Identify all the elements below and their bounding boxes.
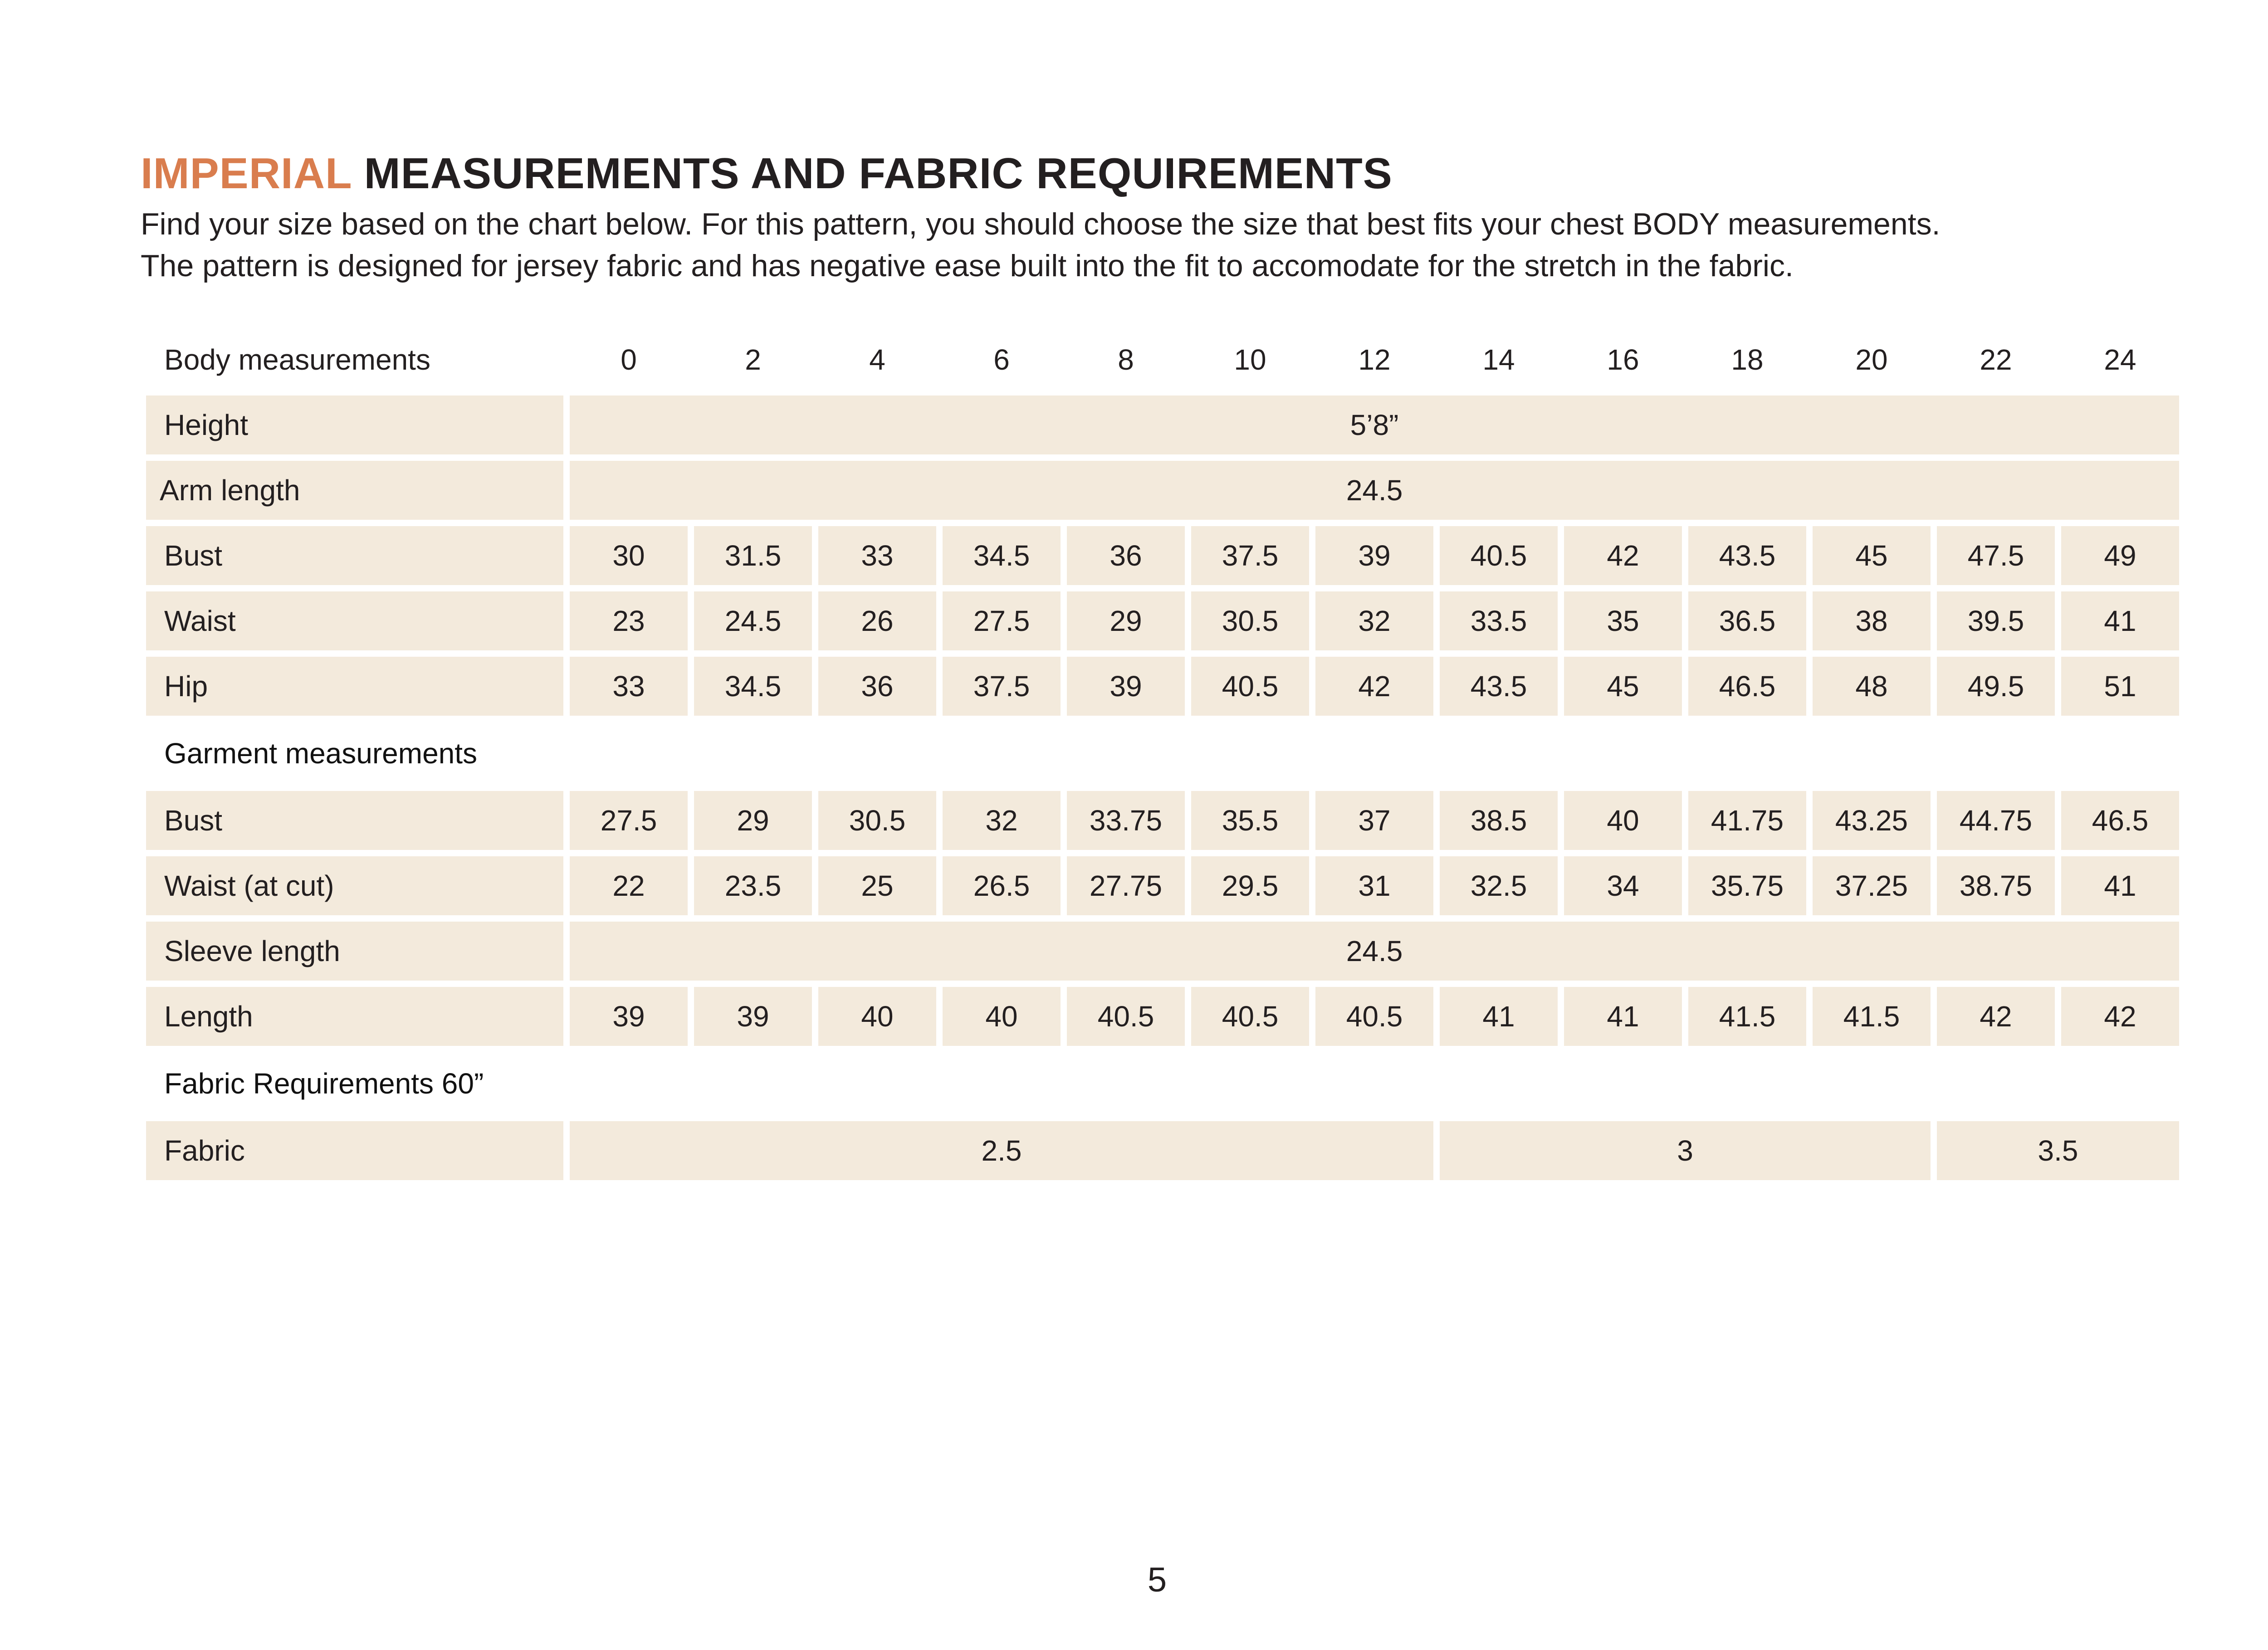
table-cell: 27.75 bbox=[1067, 856, 1185, 915]
table-cell: 33.5 bbox=[1440, 591, 1558, 650]
size-chart-table bbox=[146, 330, 2177, 1180]
table-cell: 41.5 bbox=[1688, 987, 1806, 1046]
intro-line-1: Find your size based on the chart below. For this pattern, you should choose the size that best fits your chest BODY measurements. bbox=[141, 207, 1941, 241]
table-cell: 31 bbox=[1315, 856, 1433, 915]
table-cell: 34 bbox=[1564, 856, 1682, 915]
table-cell: 43.25 bbox=[1813, 791, 1931, 850]
table-cell: 37.5 bbox=[1191, 526, 1309, 585]
table-cell: 29.5 bbox=[1191, 856, 1309, 915]
table-cell: 24.5 bbox=[694, 591, 812, 650]
size-header: 24 bbox=[2104, 343, 2136, 376]
table-cell: 49 bbox=[2061, 526, 2179, 585]
table-cell: 51 bbox=[2061, 657, 2179, 716]
table-cell: 40 bbox=[818, 987, 936, 1046]
fabric-group-sizes-14-20: 3 bbox=[1440, 1121, 1931, 1180]
table-cell: 39 bbox=[1315, 526, 1433, 585]
table-cell: 39.5 bbox=[1937, 591, 2055, 650]
table-cell: 30 bbox=[570, 526, 688, 585]
table-cell: 31.5 bbox=[694, 526, 812, 585]
table-cell: 45 bbox=[1813, 526, 1931, 585]
table-cell: 41 bbox=[1440, 987, 1558, 1046]
table-cell: 41 bbox=[1564, 987, 1682, 1046]
table-cell: 45 bbox=[1564, 657, 1682, 716]
table-cell: 47.5 bbox=[1937, 526, 2055, 585]
table-cell: 40 bbox=[1564, 791, 1682, 850]
table-cell: 41 bbox=[2061, 856, 2179, 915]
fabric-group-sizes-22-24: 3.5 bbox=[1937, 1121, 2179, 1180]
intro-line-2: The pattern is designed for jersey fabric and has negative ease built into the fit to accomodate for the stretch in the fabric. bbox=[141, 249, 1794, 283]
size-header: 4 bbox=[869, 343, 885, 376]
table-cell: 23.5 bbox=[694, 856, 812, 915]
title-rest: MEASUREMENTS AND FABRIC REQUIREMENTS bbox=[351, 149, 1393, 198]
table-cell: 46.5 bbox=[1688, 657, 1806, 716]
table-cell: 48 bbox=[1813, 657, 1931, 716]
table-cell: 41.5 bbox=[1813, 987, 1931, 1046]
table-cell: 46.5 bbox=[2061, 791, 2179, 850]
row-label-body-bust: Bust bbox=[146, 526, 563, 585]
table-cell: 25 bbox=[818, 856, 936, 915]
sleeve-length-value: 24.5 bbox=[570, 922, 2179, 981]
table-cell: 43.5 bbox=[1440, 657, 1558, 716]
size-header: 22 bbox=[1980, 343, 2012, 376]
table-cell: 40.5 bbox=[1315, 987, 1433, 1046]
table-cell: 23 bbox=[570, 591, 688, 650]
table-cell: 27.5 bbox=[943, 591, 1061, 650]
size-header: 6 bbox=[993, 343, 1010, 376]
table-cell: 36 bbox=[818, 657, 936, 716]
title-accent: IMPERIAL bbox=[141, 149, 352, 198]
table-cell: 44.75 bbox=[1937, 791, 2055, 850]
table-cell: 33 bbox=[570, 657, 688, 716]
table-cell: 34.5 bbox=[694, 657, 812, 716]
table-cell: 32.5 bbox=[1440, 856, 1558, 915]
table-cell: 32 bbox=[943, 791, 1061, 850]
row-label-garment-bust: Bust bbox=[146, 791, 563, 850]
row-label-garment-waist: Waist (at cut) bbox=[146, 856, 563, 915]
size-header: 14 bbox=[1482, 343, 1515, 376]
table-cell: 36.5 bbox=[1688, 591, 1806, 650]
fabric-group-sizes-0-12: 2.5 bbox=[570, 1121, 1433, 1180]
size-header: 2 bbox=[745, 343, 761, 376]
table-cell: 30.5 bbox=[1191, 591, 1309, 650]
table-cell: 34.5 bbox=[943, 526, 1061, 585]
size-header: 12 bbox=[1358, 343, 1391, 376]
table-cell: 40.5 bbox=[1067, 987, 1185, 1046]
table-cell: 40.5 bbox=[1191, 657, 1309, 716]
table-cell: 38 bbox=[1813, 591, 1931, 650]
size-header: 10 bbox=[1234, 343, 1266, 376]
size-header: 20 bbox=[1855, 343, 1888, 376]
row-label-sleeve-length: Sleeve length bbox=[146, 922, 563, 981]
table-cell: 26.5 bbox=[943, 856, 1061, 915]
table-cell: 40.5 bbox=[1191, 987, 1309, 1046]
table-cell: 43.5 bbox=[1688, 526, 1806, 585]
table-cell: 37 bbox=[1315, 791, 1433, 850]
table-cell: 33 bbox=[818, 526, 936, 585]
row-label-fabric: Fabric bbox=[146, 1121, 563, 1180]
size-header: 0 bbox=[621, 343, 637, 376]
table-cell: 39 bbox=[570, 987, 688, 1046]
body-measurements-header: Body measurements bbox=[164, 343, 430, 376]
size-header: 18 bbox=[1731, 343, 1764, 376]
table-cell: 49.5 bbox=[1937, 657, 2055, 716]
height-value: 5’8” bbox=[570, 395, 2179, 454]
table-cell: 29 bbox=[694, 791, 812, 850]
table-cell: 35 bbox=[1564, 591, 1682, 650]
table-cell: 41 bbox=[2061, 591, 2179, 650]
row-label-body-waist: Waist bbox=[146, 591, 563, 650]
size-header: 16 bbox=[1607, 343, 1639, 376]
table-cell: 42 bbox=[1564, 526, 1682, 585]
row-label-height: Height bbox=[146, 395, 563, 454]
table-cell: 35.75 bbox=[1688, 856, 1806, 915]
table-cell: 40 bbox=[943, 987, 1061, 1046]
page-title bbox=[141, 149, 1393, 199]
table-cell: 40.5 bbox=[1440, 526, 1558, 585]
table-cell: 41.75 bbox=[1688, 791, 1806, 850]
table-cell: 29 bbox=[1067, 591, 1185, 650]
table-cell: 39 bbox=[1067, 657, 1185, 716]
row-label-length: Length bbox=[146, 987, 563, 1046]
table-cell: 42 bbox=[2061, 987, 2179, 1046]
table-cell: 30.5 bbox=[818, 791, 936, 850]
table-cell: 37.25 bbox=[1813, 856, 1931, 915]
page-number: 5 bbox=[1147, 1561, 1167, 1599]
table-cell: 38.5 bbox=[1440, 791, 1558, 850]
table-cell: 37.5 bbox=[943, 657, 1061, 716]
table-cell: 26 bbox=[818, 591, 936, 650]
table-cell: 35.5 bbox=[1191, 791, 1309, 850]
table-cell: 38.75 bbox=[1937, 856, 2055, 915]
table-cell: 22 bbox=[570, 856, 688, 915]
table-cell: 42 bbox=[1937, 987, 2055, 1046]
table-cell: 36 bbox=[1067, 526, 1185, 585]
table-cell: 32 bbox=[1315, 591, 1433, 650]
fabric-requirements-header: Fabric Requirements 60” bbox=[164, 1067, 484, 1100]
size-header: 8 bbox=[1118, 343, 1134, 376]
table-cell: 39 bbox=[694, 987, 812, 1046]
intro-text bbox=[141, 203, 1940, 287]
table-cell: 33.75 bbox=[1067, 791, 1185, 850]
row-label-arm-length: Arm length bbox=[146, 461, 563, 520]
garment-measurements-header: Garment measurements bbox=[164, 737, 478, 770]
table-cell: 27.5 bbox=[570, 791, 688, 850]
row-label-body-hip: Hip bbox=[146, 657, 563, 716]
table-cell: 42 bbox=[1315, 657, 1433, 716]
arm-length-value: 24.5 bbox=[570, 461, 2179, 520]
